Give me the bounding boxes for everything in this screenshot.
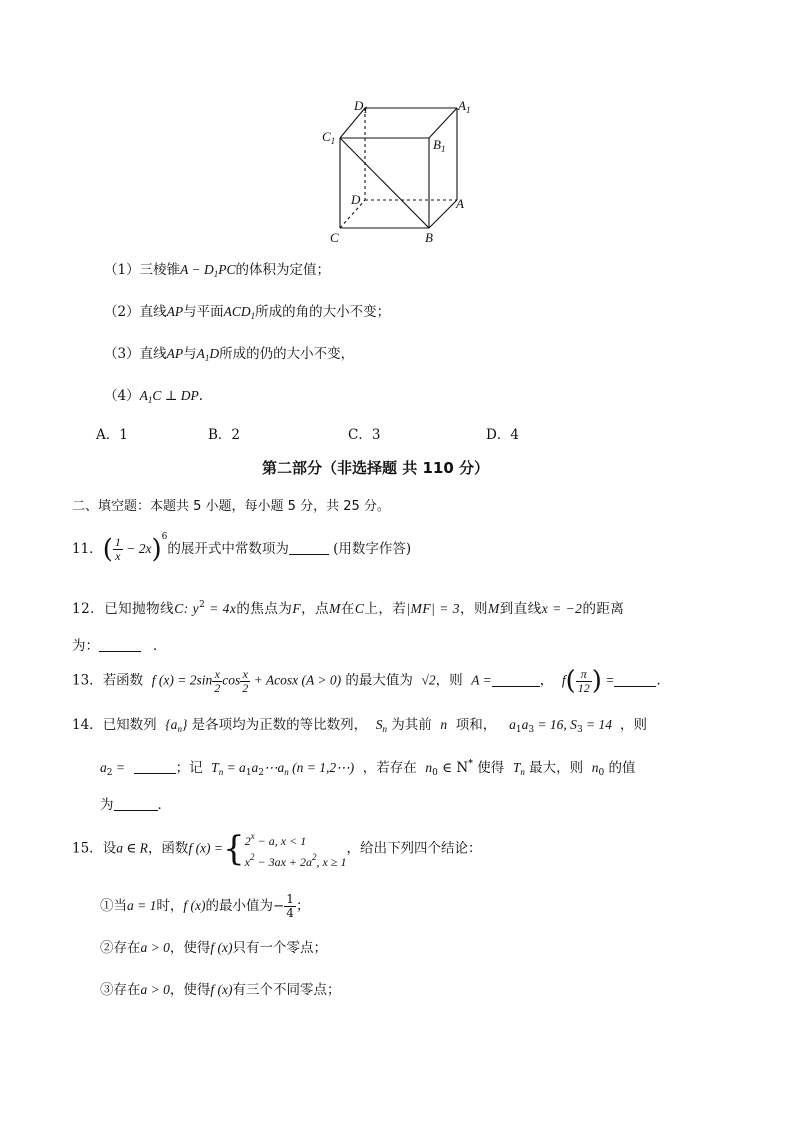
q11-answer-blank[interactable] bbox=[289, 542, 329, 555]
option-a[interactable]: A．1 bbox=[96, 427, 128, 443]
question-11: 11．( $\frac{1}{x}$ − 2x)$^6$的展开式中常数项为 (用数字作答) bbox=[72, 532, 412, 565]
conclusion-3: ③存在a > 0，使得f (x)有三个不同零点； bbox=[100, 982, 341, 998]
question-12-line2: 为： ． bbox=[72, 638, 167, 654]
question-15: 15．设a ∈ R，函数f (x) ={ $2^x - a$, x < 1 $x^2 - 3ax + 2a^2$, x ≥ 1 ，给出下列四个结论： bbox=[72, 829, 482, 869]
question-14-line3: 为 ． bbox=[100, 797, 171, 813]
conclusion-1: ①当a = 1时，f (x)的最小值为− $\frac{1}{4}$ ； bbox=[100, 892, 310, 920]
q13-answer-blank-a[interactable] bbox=[492, 674, 540, 687]
option-d[interactable]: D．4 bbox=[486, 427, 519, 443]
question-12: 12．已知抛物线C: $y^2 = 4x$的焦点为F，点M在C上，若|MF| = 3，则M到直线x = −2的距离 bbox=[72, 600, 625, 617]
statement-1: （1）三棱锥$A - D_1PC$的体积为定值； bbox=[104, 262, 330, 279]
question-14: 14．已知数列 $\{a_n\}$ 是各项均为正数的等比数列， $S_n$ 为其前 n 项和， $a_1a_3 = 16$, $S_3 = 14$ ，则 bbox=[72, 717, 648, 735]
question-13: 13．若函数 f (x) = 2sin $\frac{x}{2}$ cos $\frac{x}{2}$ + Acosx (A > 0) 的最大值为 √2，则 A = ， f( $\frac{\pi}{12}$ ) = ． bbox=[72, 666, 670, 696]
statement-4: $(4)A_1C$ ⊥ DP. bbox=[104, 388, 204, 405]
label-a1: $A_1$ bbox=[458, 98, 471, 115]
question-14-line2: $a_2$ = ；记 $T_n$ = $a_1a_2\cdots a_n$ (n = 1,2⋯) ，若存在 $n_0$ ∈ N* 使得 $T_n$ 最大，则 $n_0$ 的值 bbox=[100, 759, 636, 778]
q14-answer-blank-a2[interactable] bbox=[134, 761, 176, 774]
label-d: D bbox=[351, 192, 361, 207]
cube-figure bbox=[320, 95, 480, 250]
statement-3: （3）直线AP与$A_1D$所成的仍的大小不变， bbox=[104, 346, 355, 363]
section2-header: 二、填空题：本题共 5 小题，每小题 5 分，共 25 分。 bbox=[72, 499, 390, 514]
q13-answer-blank-f[interactable] bbox=[614, 674, 656, 687]
statement-2: （2）直线AP与平面$ACD_1$所成的角的大小不变； bbox=[104, 304, 391, 321]
label-c1: $C_1$ bbox=[322, 129, 336, 146]
q14-answer-blank-n0[interactable] bbox=[114, 798, 158, 811]
label-b: B bbox=[425, 230, 433, 245]
q12-answer-blank[interactable] bbox=[99, 639, 141, 652]
option-c[interactable]: C．3 bbox=[348, 427, 381, 443]
label-b1: $B_1$ bbox=[433, 137, 446, 154]
label-c: C bbox=[330, 230, 339, 245]
part2-title: 第二部分（非选择题 共 110 分） bbox=[262, 459, 489, 477]
label-a: A bbox=[456, 196, 464, 211]
conclusion-2: ②存在a > 0，使得f (x)只有一个零点； bbox=[100, 940, 327, 956]
option-b[interactable]: B．2 bbox=[208, 427, 241, 443]
label-d1: $D_1$ bbox=[354, 98, 368, 115]
